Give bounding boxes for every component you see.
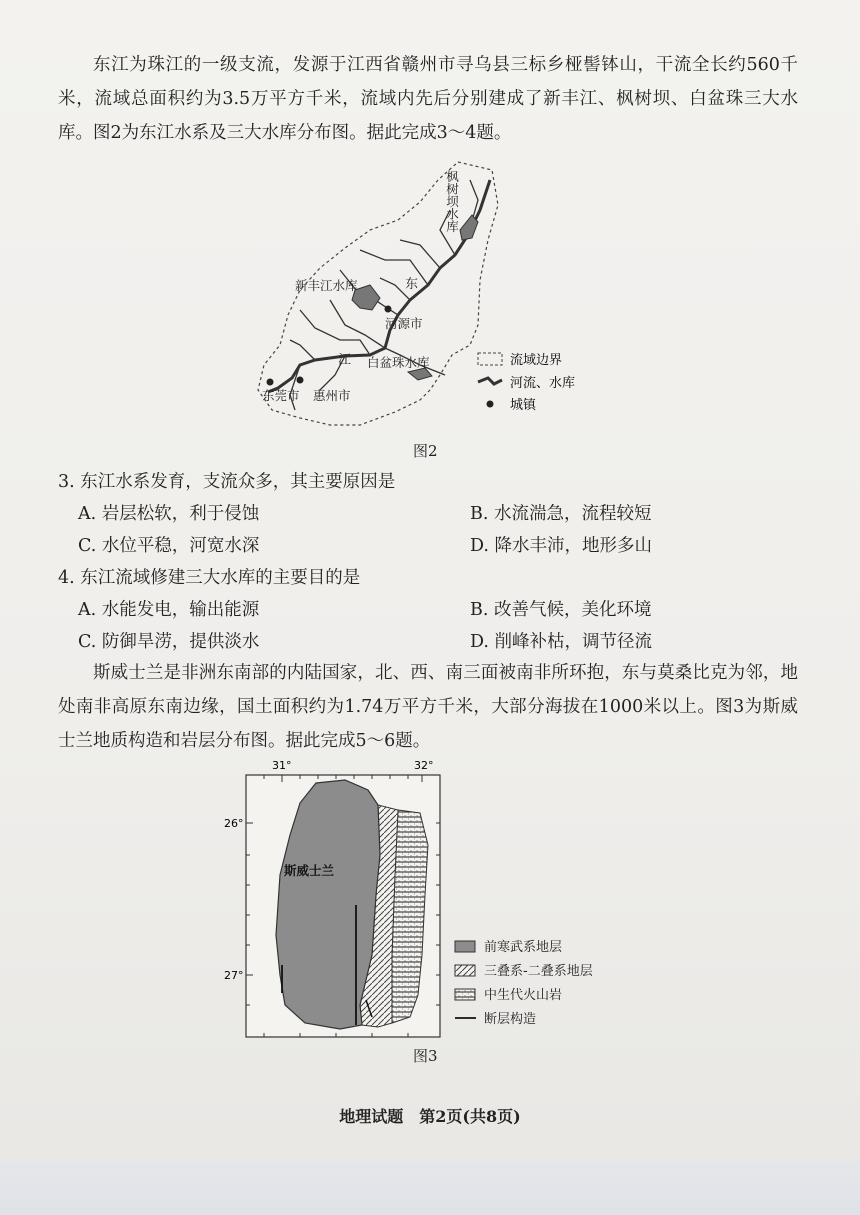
label-lat-26: 26° bbox=[224, 817, 244, 830]
figure-2-caption: 图2 bbox=[413, 442, 438, 460]
label-jiang: 江 bbox=[338, 353, 352, 368]
question-3-option-a: A. 岩层松软，利于侵蚀 bbox=[78, 504, 260, 524]
figure-2-legend bbox=[478, 352, 575, 413]
passage-dongjiang: 东江为珠江的一级支流，发源于江西省赣州市寻乌县三标乡桠髻钵山，干流全长约560千米，流域总面积约为3.5万平方千米，流域内先后分别建成了新丰江、枫树坝、白盆珠三大水库。图2为东江水系及三大水库分布图。据此完成3～4题。 bbox=[58, 55, 798, 143]
figure-3-caption: 图3 bbox=[413, 1047, 438, 1065]
label-huizhou: 惠州市 bbox=[313, 388, 351, 403]
question-3-option-b: B. 水流湍急，流程较短 bbox=[470, 504, 652, 524]
label-heyuan: 河源市 bbox=[385, 316, 423, 331]
town-heyuan bbox=[385, 306, 392, 313]
svg-text:城镇: 城镇 bbox=[510, 398, 537, 413]
question-4-option-a: A. 水能发电，输出能源 bbox=[78, 600, 260, 620]
passage-swaziland: 斯威士兰是非洲东南部的内陆国家，北、西、南三面被南非所环抱，东与莫桑比克为邻，地处南非高原东南边缘，国土面积约为1.74万平方千米，大部分海拔在1000米以上。图3为斯威士兰地质构造和岩层分布图。据此完成5～6题。 bbox=[58, 663, 798, 751]
svg-text:河流、水库: 河流、水库 bbox=[510, 376, 576, 391]
label-swaziland: 斯威士兰 bbox=[284, 863, 335, 878]
figure-3-swaziland-geology-map bbox=[0, 755, 860, 1055]
question-3-option-c: C. 水位平稳，河宽水深 bbox=[78, 536, 260, 556]
label-lat-27: 27° bbox=[224, 969, 244, 982]
svg-text:断层构造: 断层构造 bbox=[484, 1012, 537, 1027]
label-fengshuba: 枫树坝水库 bbox=[444, 170, 460, 233]
label-dong: 东 bbox=[405, 277, 419, 292]
label-lon-31: 31° bbox=[272, 759, 292, 772]
svg-text:流域边界: 流域边界 bbox=[510, 353, 563, 368]
town-dongguan bbox=[267, 379, 274, 386]
svg-text:三叠系-二叠系地层: 三叠系-二叠系地层 bbox=[484, 964, 593, 979]
svg-text:中生代火山岩: 中生代火山岩 bbox=[484, 988, 563, 1003]
figure-2-dongjiang-map bbox=[0, 150, 860, 450]
page-footer: 地理试题 第2页(共8页) bbox=[339, 1107, 521, 1126]
basin-boundary bbox=[258, 162, 498, 425]
label-baipenzhu: 白盆珠水库 bbox=[367, 355, 430, 370]
town-huizhou bbox=[297, 377, 304, 384]
question-4-option-b: B. 改善气候，美化环境 bbox=[470, 600, 652, 620]
question-4-stem: 4. 东江流域修建三大水库的主要目的是 bbox=[58, 568, 361, 588]
label-xinfengjiang: 新丰江水库 bbox=[295, 278, 358, 293]
svg-text:前寒武系地层: 前寒武系地层 bbox=[484, 940, 563, 955]
figure-3-legend bbox=[455, 939, 593, 1027]
page-bottom-edge bbox=[0, 1160, 860, 1215]
label-dongguan: 东莞市 bbox=[262, 388, 300, 403]
label-lon-32: 32° bbox=[414, 759, 434, 772]
question-3-option-d: D. 降水丰沛，地形多山 bbox=[470, 536, 653, 556]
question-3-stem: 3. 东江水系发育，支流众多，其主要原因是 bbox=[58, 472, 396, 492]
question-4-option-d: D. 削峰补枯，调节径流 bbox=[470, 632, 653, 652]
fengshuba-reservoir bbox=[460, 215, 478, 240]
question-4-option-c: C. 防御旱涝，提供淡水 bbox=[78, 632, 260, 652]
